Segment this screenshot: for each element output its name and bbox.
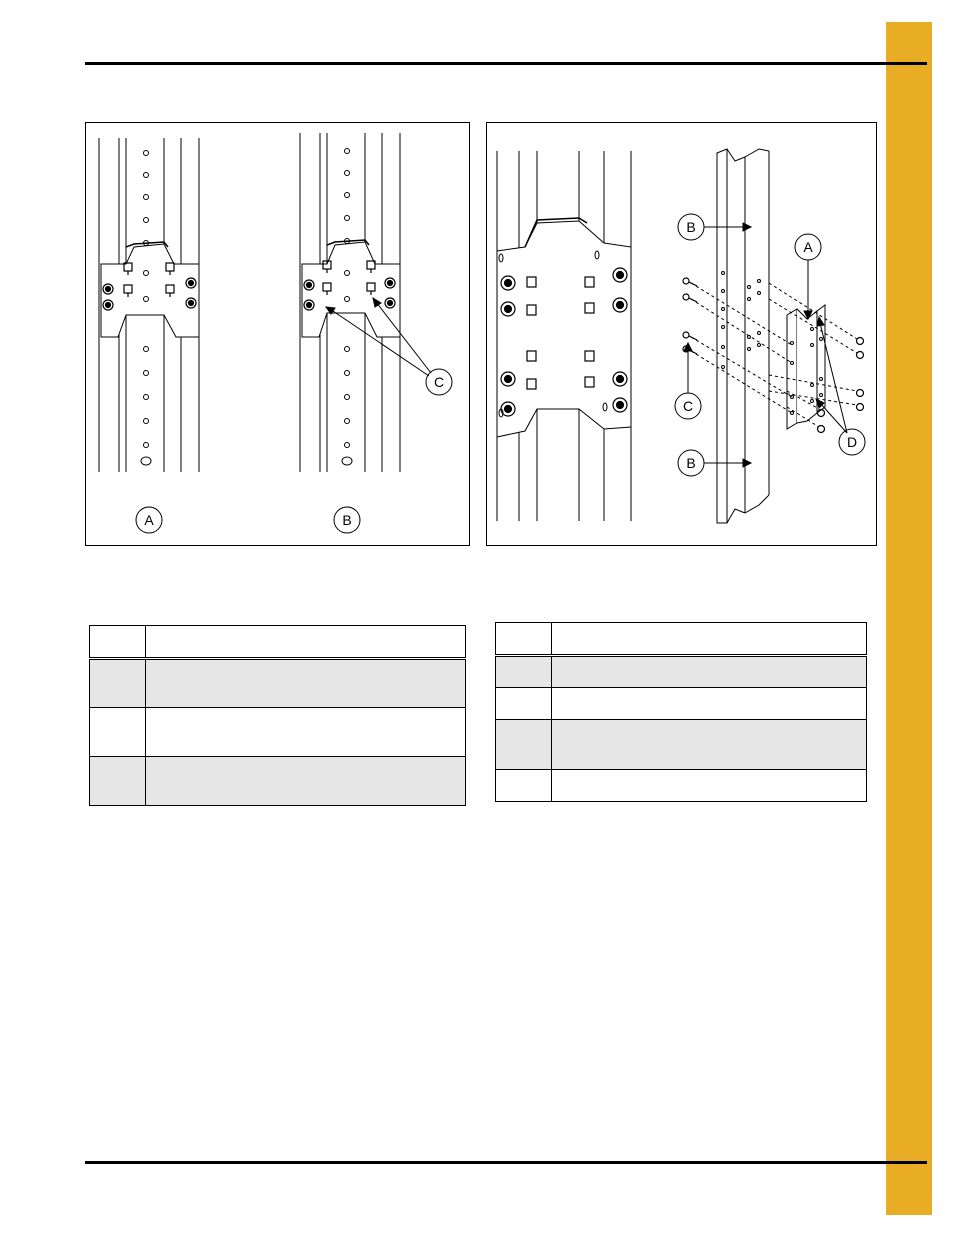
post-a-drawing (99, 138, 199, 472)
table-row (496, 656, 867, 688)
post-b-drawing (300, 133, 431, 472)
table-header-row (90, 626, 466, 659)
table-row (90, 659, 466, 708)
fasteners (683, 278, 864, 433)
table-row (90, 757, 466, 806)
table-row (496, 770, 867, 802)
callout-b-top-label: B (686, 219, 696, 235)
fastener-lines (691, 283, 857, 427)
table-cell (496, 720, 552, 770)
figure-left-drawing (86, 123, 469, 545)
callout-a-label-right: A (803, 239, 813, 255)
table-cell (552, 770, 867, 802)
table-header-cell (496, 623, 552, 656)
callout-b-label: B (342, 512, 352, 528)
reference-table-left (89, 625, 466, 806)
table-cell (146, 659, 466, 708)
table-cell (496, 770, 552, 802)
post-closeup-drawing (497, 151, 631, 521)
table-row (496, 720, 867, 770)
figure-right (486, 122, 877, 546)
figure-right-drawing (487, 123, 876, 545)
table-cell (146, 757, 466, 806)
table-cell (90, 659, 146, 708)
table-cell (90, 757, 146, 806)
table-header-row (496, 623, 867, 656)
table-row (496, 688, 867, 720)
table-cell (552, 656, 867, 688)
table-header-cell (90, 626, 146, 659)
callout-b-bottom-label: B (686, 455, 696, 471)
reference-table-right (495, 622, 867, 802)
table-cell (552, 720, 867, 770)
callout-a-label: A (144, 512, 154, 528)
chapter-side-tab (886, 22, 932, 1215)
figure-left (85, 122, 470, 546)
table-cell (552, 688, 867, 720)
header-rule (85, 62, 927, 65)
table-row (90, 708, 466, 757)
callout-c-label: C (433, 374, 445, 390)
table-cell (496, 656, 552, 688)
callout-c-label-right: C (682, 398, 694, 414)
footer-rule (85, 1161, 927, 1164)
table-header-cell (146, 626, 466, 659)
callout-d-label: D (846, 434, 858, 450)
table-cell (496, 688, 552, 720)
table-cell (90, 708, 146, 757)
table-header-cell (552, 623, 867, 656)
table-cell (146, 708, 466, 757)
